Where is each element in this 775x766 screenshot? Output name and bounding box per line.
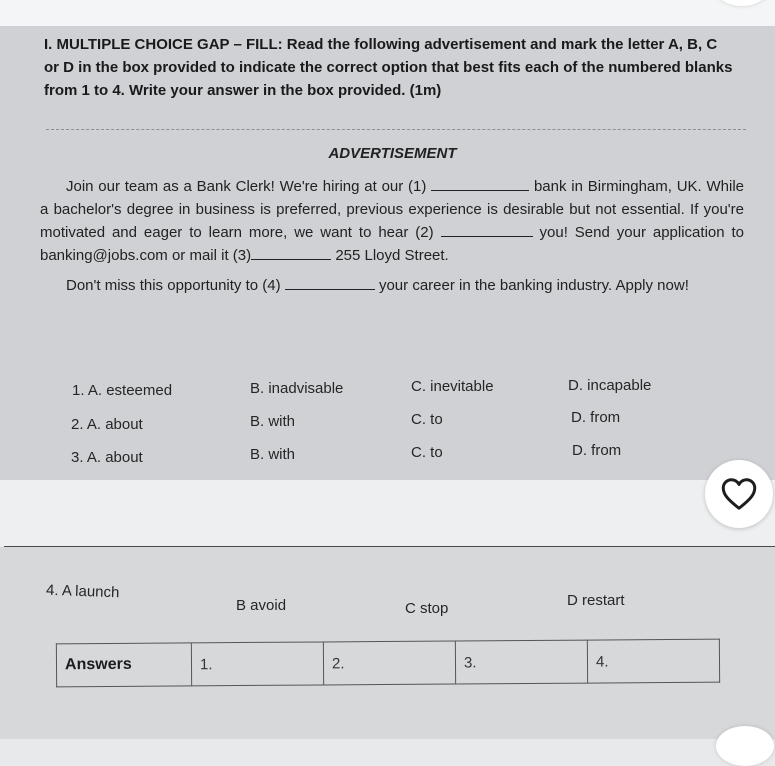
corner-button-bottom[interactable] [716,726,774,766]
blank-2 [441,222,533,237]
page-gap [0,480,775,546]
like-button[interactable] [705,460,773,528]
q3-option-c: C. to [411,444,443,461]
instructions: I. MULTIPLE CHOICE GAP – FILL: Read the following advertisement and mark the letter A, B, C or D in the box provided to indicate the correct option that best fits each of the numbered blanks from 1 to 4. Write your answer in the box provided. (1m) [44,36,733,99]
answers-row [56,639,719,687]
advertisement-title: ADVERTISEMENT [328,145,457,162]
ad-text-part-1: Join our team as a Bank Clerk! We're hiring at our (1) [66,178,427,195]
blank-4 [285,275,375,290]
q2-option-b: B. with [250,413,296,430]
answers-header: Answers [56,643,191,687]
answer-cell-2[interactable]: 2. [323,641,455,685]
q4-option-b: B avoid [236,597,287,614]
ad-text-part-5: Don't miss this opportunity to (4) [66,277,281,294]
q1-option-a: 1. A. esteemed [72,382,173,399]
top-strip [0,0,775,26]
ad-text-part-3: you! Send your application to banking@jobs.com or mail it (3) [40,224,745,264]
answers-table [56,639,720,688]
q3-option-a: 3. A. about [71,449,143,466]
q1-option-b: B. inadvisable [250,380,344,397]
blank-1 [431,176,529,191]
answer-cell-3[interactable]: 3. [455,640,587,684]
ad-text-part-6: your career in the banking industry. Apply now! [378,277,689,294]
advertisement-paragraph [40,175,744,267]
q3-option-b: B. with [250,446,296,463]
q2-option-a: 2. A. about [71,416,143,433]
q1-option-c: C. inevitable [411,378,494,395]
heart-outline-icon [721,477,757,511]
q2-option-c: C. to [411,411,443,428]
answer-cell-4[interactable]: 4. [587,639,719,683]
q4-option-c: C stop [405,600,449,617]
advertisement-paragraph-2 [66,275,756,296]
q4-option-a: 4. A launch [45,581,120,602]
q2-option-d: D. from [571,409,621,426]
answer-cell-1[interactable]: 1. [191,642,323,686]
ad-text-part-4: 255 Lloyd Street. [335,247,449,264]
blank-3 [251,245,331,260]
q4-option-d: D restart [567,592,625,609]
ad-text-part-2: bank in Birmingham, UK. While a bachelor's degree in business is preferred, previous experience is desirable but not essential. If you're motivated and eager to learn more, we want to hear (2) [40,178,745,241]
dashed-separator [46,129,746,130]
q3-option-d: D. from [572,442,622,459]
q1-option-d: D. incapable [568,377,652,394]
